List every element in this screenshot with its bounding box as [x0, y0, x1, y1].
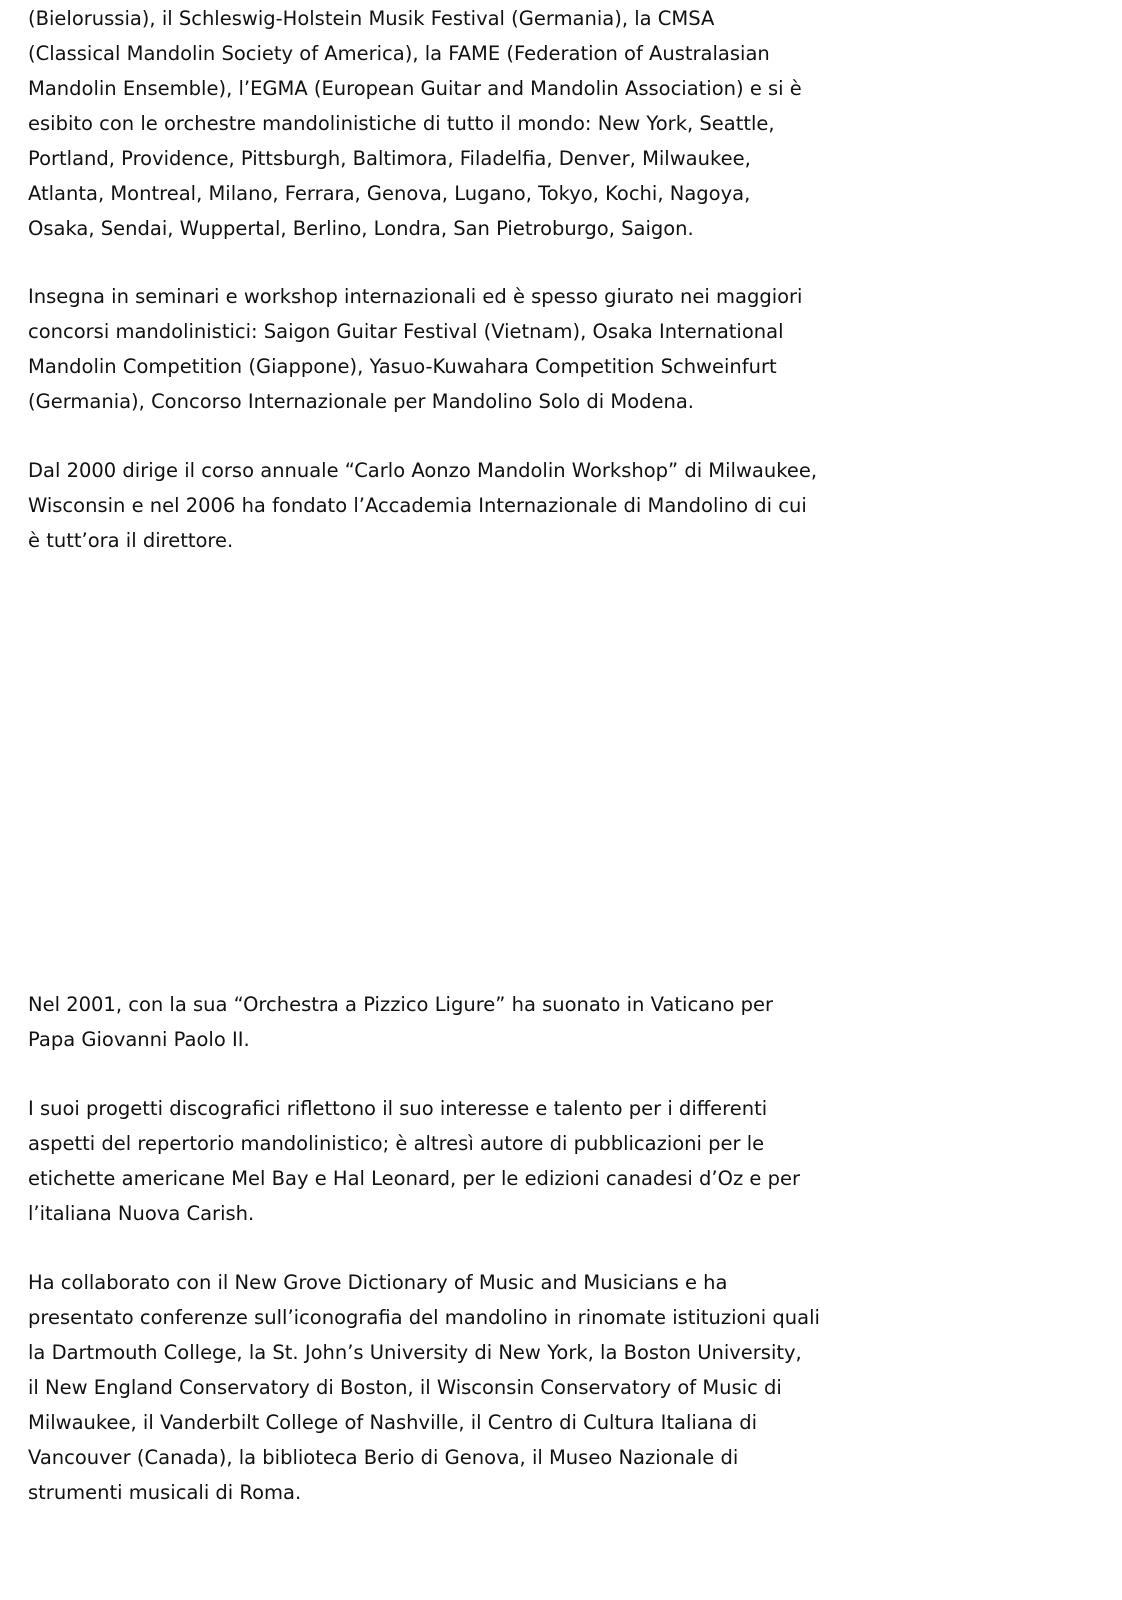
text-line: Papa Giovanni Paolo II.: [28, 1028, 250, 1051]
text-line: Insegna in seminari e workshop internazionali ed è spesso giurato nei maggiori: [28, 285, 803, 308]
paragraph-workshop: [28, 453, 817, 558]
text-line: presentato conferenze sull’iconografia del mandolino in rinomate istituzioni quali: [28, 1306, 820, 1329]
text-line: Mandolin Competition (Giappone), Yasuo-Kuwahara Competition Schweinfurt: [28, 355, 777, 378]
text-line: esibito con le orchestre mandolinistiche di tutto il mondo: New York, Seattle,: [28, 112, 775, 135]
text-line: (Classical Mandolin Society of America), la FAME (Federation of Australasian: [28, 42, 770, 65]
text-line: Osaka, Sendai, Wuppertal, Berlino, Londra, San Pietroburgo, Saigon.: [28, 217, 694, 240]
text-line: strumenti musicali di Roma.: [28, 1481, 302, 1504]
text-line: Ha collaborato con il New Grove Dictionary of Music and Musicians e ha: [28, 1271, 728, 1294]
text-line: è tutt’ora il direttore.: [28, 529, 234, 552]
paragraph-vatican: [28, 987, 773, 1057]
text-line: etichette americane Mel Bay e Hal Leonard, per le edizioni canadesi d’Oz e per: [28, 1167, 800, 1190]
text-line: Nel 2001, con la sua “Orchestra a Pizzico Ligure” ha suonato in Vaticano per: [28, 993, 773, 1016]
text-line: Atlanta, Montreal, Milano, Ferrara, Genova, Lugano, Tokyo, Kochi, Nagoya,: [28, 182, 751, 205]
text-line: Portland, Providence, Pittsburgh, Baltimora, Filadelfia, Denver, Milwaukee,: [28, 147, 751, 170]
text-line: I suoi progetti discografici riflettono il suo interesse e talento per i differenti: [28, 1097, 768, 1120]
paragraph-conferences: [28, 1265, 820, 1510]
text-line: l’italiana Nuova Carish.: [28, 1202, 255, 1225]
text-line: Vancouver (Canada), la biblioteca Berio di Genova, il Museo Nazionale di: [28, 1446, 739, 1469]
paragraph-teaching: [28, 279, 802, 419]
paragraph-festivals: [28, 1, 802, 246]
text-line: il New England Conservatory di Boston, il Wisconsin Conservatory of Music di: [28, 1376, 782, 1399]
text-line: Mandolin Ensemble), l’EGMA (European Guitar and Mandolin Association) e si è: [28, 77, 802, 100]
text-line: Milwaukee, il Vanderbilt College of Nashville, il Centro di Cultura Italiana di: [28, 1411, 758, 1434]
text-line: la Dartmouth College, la St. John’s University di New York, la Boston University,: [28, 1341, 802, 1364]
paragraph-discography: [28, 1091, 800, 1231]
text-line: aspetti del repertorio mandolinistico; è altresì autore di pubblicazioni per le: [28, 1132, 765, 1155]
text-line: (Germania), Concorso Internazionale per Mandolino Solo di Modena.: [28, 390, 695, 413]
text-line: (Bielorussia), il Schleswig-Holstein Musik Festival (Germania), la CMSA: [28, 7, 715, 30]
text-line: Wisconsin e nel 2006 ha fondato l’Accademia Internazionale di Mandolino di cui: [28, 494, 807, 517]
text-line: Dal 2000 dirige il corso annuale “Carlo Aonzo Mandolin Workshop” di Milwaukee,: [28, 459, 818, 482]
text-line: concorsi mandolinistici: Saigon Guitar Festival (Vietnam), Osaka International: [28, 320, 784, 343]
